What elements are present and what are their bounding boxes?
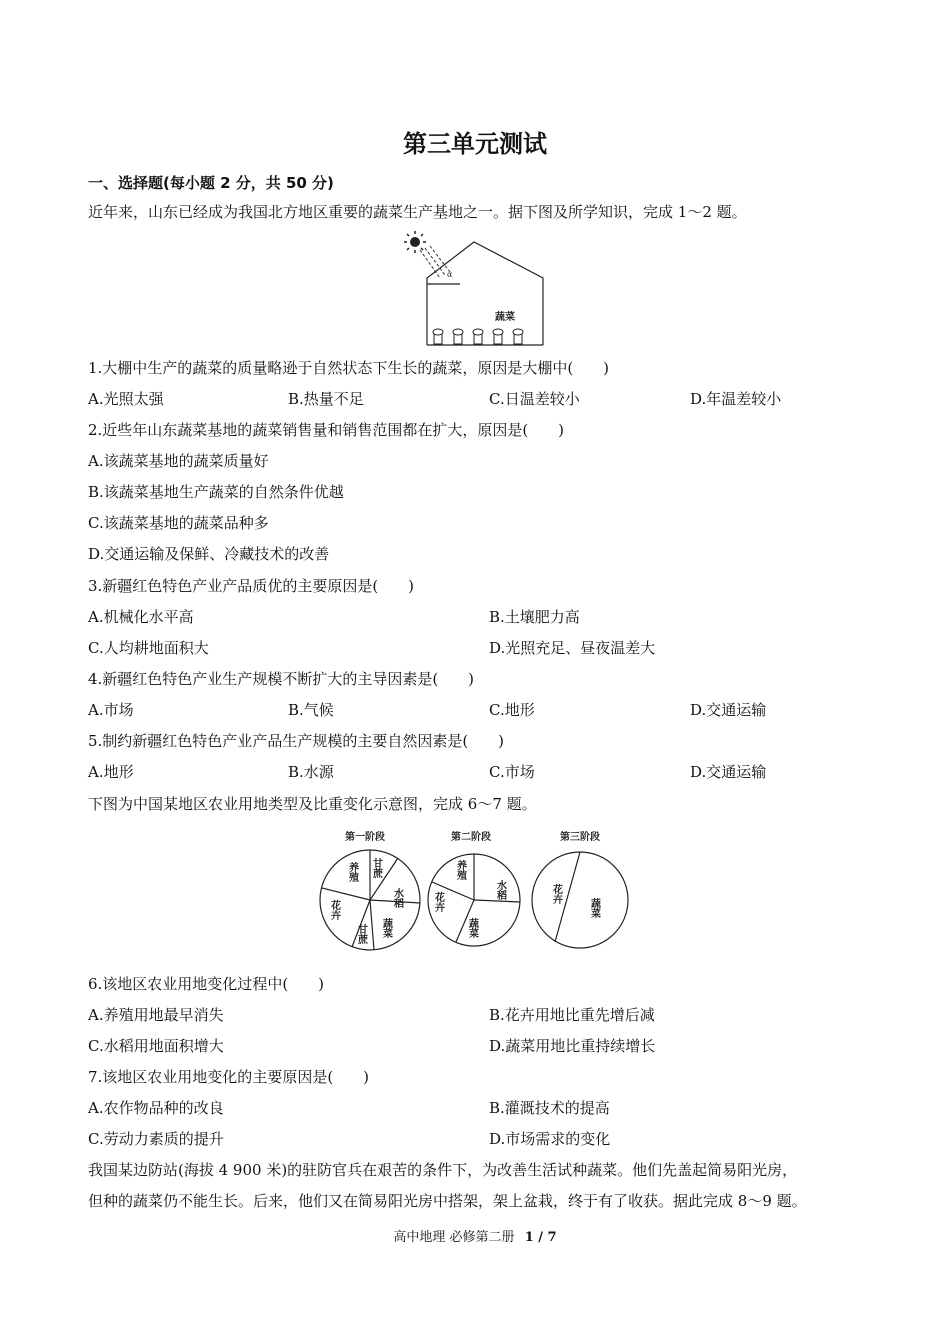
q1-option-b[interactable]: B.热量不足 <box>288 390 364 408</box>
q5-option-b[interactable]: B.水源 <box>288 763 334 781</box>
q4-option-a[interactable]: A.市场 <box>88 701 134 719</box>
angle-label: α <box>447 270 453 279</box>
q3-stem: 3.新疆红色特色产业产品质优的主要原因是( ) <box>88 577 415 595</box>
land-use-pies-figure <box>310 828 640 958</box>
q1-option-d[interactable]: D.年温差较小 <box>690 390 782 408</box>
stage3-title: 第三阶段 <box>560 832 600 843</box>
q2-option-a[interactable]: A.该蔬菜基地的蔬菜质量好 <box>88 452 269 470</box>
page-footer <box>0 1226 950 1245</box>
q7-option-b[interactable]: B.灌溉技术的提高 <box>489 1099 610 1117</box>
plant-pots <box>433 329 523 344</box>
stage1-title: 第一阶段 <box>345 832 385 843</box>
vegetable-label: 蔬菜 <box>495 312 515 323</box>
stage2-label-flowers: 花卉 <box>432 892 444 912</box>
q2-stem: 2.近些年山东蔬菜基地的蔬菜销售量和销售范围都在扩大，原因是( ) <box>88 421 565 439</box>
q4-option-b[interactable]: B.气候 <box>288 701 334 719</box>
stage2-label-breeding: 养殖 <box>454 860 466 880</box>
stage1-label-vegetables: 蔬菜 <box>380 918 392 938</box>
q6-stem: 6.该地区农业用地变化过程中( ) <box>88 975 325 993</box>
q7-option-c[interactable]: C.劳动力素质的提升 <box>88 1130 224 1148</box>
q5-option-c[interactable]: C.市场 <box>489 763 535 781</box>
q3-option-d[interactable]: D.光照充足、昼夜温差大 <box>489 639 656 657</box>
sun-icon <box>404 231 426 253</box>
stage1-label-sugarcane-2: 甘蔗 <box>355 924 367 944</box>
footer-text: 高中地理 必修第二册 <box>393 1230 515 1245</box>
sun-rays <box>420 246 450 278</box>
intro-q8-9-line2: 但种的蔬菜仍不能生长。后来，他们又在简易阳光房中搭架，架上盆栽，终于有了收获。据此完成 8～9 题。 <box>88 1192 807 1210</box>
section-heading: 一、选择题(每小题 2 分，共 50 分) <box>88 174 334 192</box>
stage1-label-rice: 水稻 <box>391 888 403 908</box>
q6-option-b[interactable]: B.花卉用地比重先增后减 <box>489 1006 655 1024</box>
q7-option-d[interactable]: D.市场需求的变化 <box>489 1130 611 1148</box>
q1-option-c[interactable]: C.日温差较小 <box>489 390 580 408</box>
q4-stem: 4.新疆红色特色产业生产规模不断扩大的主导因素是( ) <box>88 670 475 688</box>
q6-option-d[interactable]: D.蔬菜用地比重持续增长 <box>489 1037 656 1055</box>
stage3-label-vegetables: 蔬菜 <box>588 898 600 918</box>
q5-option-d[interactable]: D.交通运输 <box>690 763 767 781</box>
q2-option-c[interactable]: C.该蔬菜基地的蔬菜品种多 <box>88 514 269 532</box>
q2-option-d[interactable]: D.交通运输及保鲜、冷藏技术的改善 <box>88 545 330 563</box>
stage2-title: 第二阶段 <box>451 832 491 843</box>
q3-option-b[interactable]: B.土壤肥力高 <box>489 608 580 626</box>
stage3-pie <box>532 852 628 948</box>
intro-q6-7: 下图为中国某地区农业用地类型及比重变化示意图，完成 6～7 题。 <box>88 795 537 813</box>
greenhouse-figure <box>400 228 550 348</box>
stage3-label-flowers: 花卉 <box>550 884 562 904</box>
q6-option-c[interactable]: C.水稻用地面积增大 <box>88 1037 224 1055</box>
intro-q1-2: 近年来，山东已经成为我国北方地区重要的蔬菜生产基地之一。据下图及所学知识，完成 1～2 题。 <box>88 203 747 221</box>
q1-stem: 1.大棚中生产的蔬菜的质量略逊于自然状态下生长的蔬菜，原因是大棚中( ) <box>88 359 610 377</box>
page-number: 1 / 7 <box>524 1230 557 1245</box>
greenhouse-outline <box>427 242 543 345</box>
intro-q8-9-line1: 我国某边防站(海拔 4 900 米)的驻防官兵在艰苦的条件下，为改善生活试种蔬菜。他们先盖起简易阳光房， <box>88 1161 798 1179</box>
q4-option-d[interactable]: D.交通运输 <box>690 701 767 719</box>
q7-option-a[interactable]: A.农作物品种的改良 <box>88 1099 224 1117</box>
stage1-label-breeding: 养殖 <box>346 862 358 882</box>
q7-stem: 7.该地区农业用地变化的主要原因是( ) <box>88 1068 370 1086</box>
q4-option-c[interactable]: C.地形 <box>489 701 535 719</box>
q5-option-a[interactable]: A.地形 <box>88 763 134 781</box>
q2-option-b[interactable]: B.该蔬菜基地生产蔬菜的自然条件优越 <box>88 483 344 501</box>
stage1-label-flowers: 花卉 <box>328 900 340 920</box>
q5-stem: 5.制约新疆红色特色产业产品生产规模的主要自然因素是( ) <box>88 732 505 750</box>
q6-option-a[interactable]: A.养殖用地最早消失 <box>88 1006 224 1024</box>
q1-option-a[interactable]: A.光照太强 <box>88 390 164 408</box>
stage2-label-vegetables: 蔬菜 <box>466 918 478 938</box>
q3-option-a[interactable]: A.机械化水平高 <box>88 608 194 626</box>
page-title: 第三单元测试 <box>403 130 547 158</box>
q3-option-c[interactable]: C.人均耕地面积大 <box>88 639 209 657</box>
stage2-label-rice: 水稻 <box>494 880 506 900</box>
stage1-label-sugarcane: 甘蔗 <box>370 858 382 878</box>
